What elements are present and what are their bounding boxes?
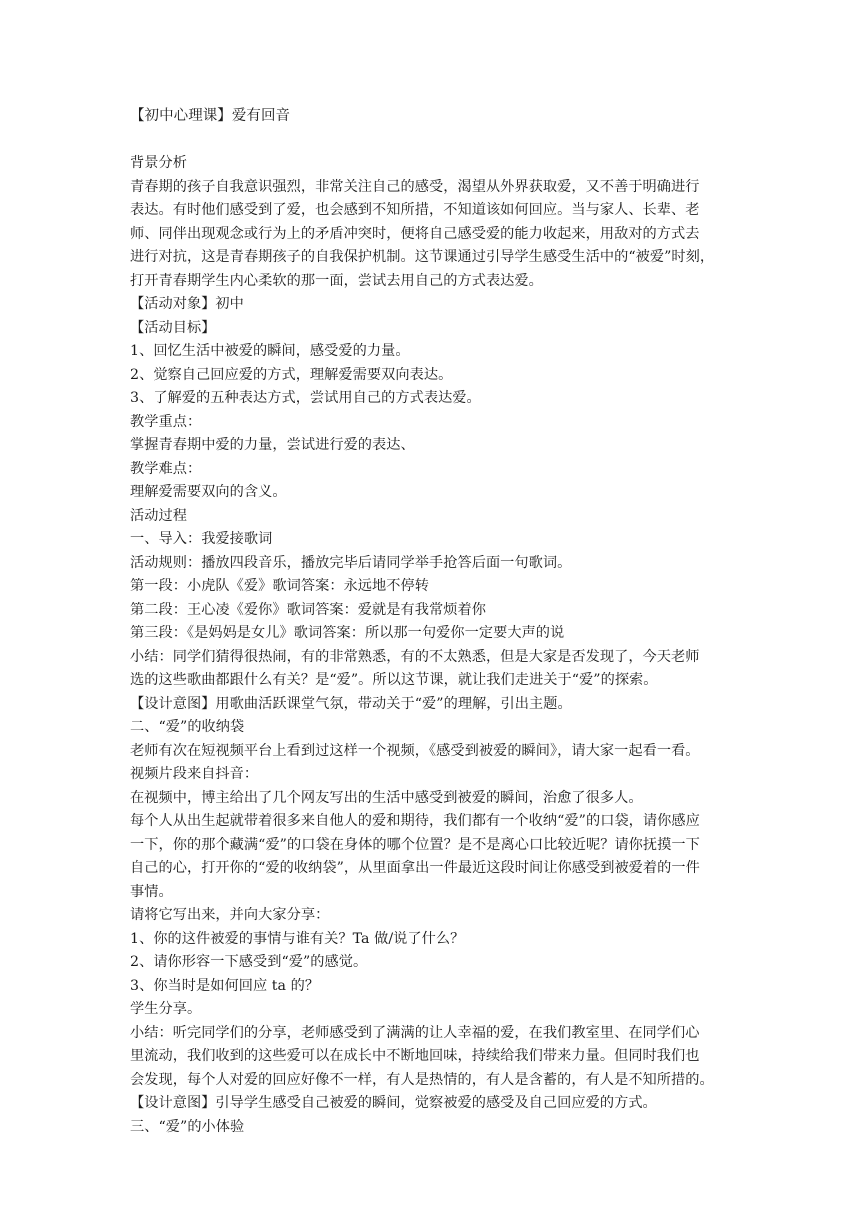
- text-line: 1、你的这件被爱的事情与谁有关？Ta 做/说了什么？: [130, 930, 465, 947]
- text-line: 教学重点：: [130, 413, 202, 430]
- text-line: 3、你当时是如何回应 ta 的？: [130, 977, 320, 994]
- text-line: 会发现，每个人对爱的回应好像不一样，有人是热情的，有人是含蓄的，有人是不知所措的。: [130, 1071, 714, 1088]
- text-line: 【设计意图】用歌曲活跃课堂气氛，带动关于“爱”的理解，引出主题。: [130, 695, 572, 712]
- text-line: 背景分析: [130, 155, 187, 171]
- text-line: 视频片段来自抖音：: [130, 766, 259, 782]
- text-line: 选的这些歌曲都跟什么有关？是“爱”。所以这节课，就让我们走进关于“爱”的探索。: [130, 672, 658, 688]
- text-line: 青春期的孩子自我意识强烈，非常关注自己的感受，渴望从外界获取爱，又不善于明确进行: [130, 178, 700, 195]
- document-title: 【初中心理课】爱有回音: [130, 108, 291, 124]
- text-line: 三、“爱”的小体验: [130, 1118, 245, 1135]
- blank-line: [130, 129, 736, 153]
- document-page: [130, 105, 736, 1139]
- text-line: 3、了解爱的五种表达方式，尝试用自己的方式表达爱。: [130, 390, 481, 406]
- text-line: 【设计意图】引导学生感受自己被爱的瞬间，觉察被爱的感受及自己回应爱的方式。: [130, 1095, 657, 1111]
- text-line: 第二段：王心凌《爱你》歌词答案：爱就是有我常烦着你: [130, 601, 486, 618]
- text-line: 表达。有时他们感受到了爱，也会感到不知所措，不知道该如何回应。当与家人、长辈、老: [130, 202, 700, 218]
- text-line: 【活动对象】初中: [130, 296, 244, 312]
- text-line: 1、回忆生活中被爱的瞬间，感受爱的力量。: [130, 343, 410, 359]
- text-line: 请将它写出来，并向大家分享：: [130, 907, 330, 923]
- text-line: 活动规则：播放四段音乐，播放完毕后请同学举手抢答后面一句歌词。: [130, 554, 572, 571]
- text-line: 打开青春期学生内心柔软的那一面，尝试去用自己的方式表达爱。: [130, 272, 543, 289]
- text-line: 里流动，我们收到的这些爱可以在成长中不断地回味，持续给我们带来力量。但同时我们也: [130, 1048, 700, 1064]
- text-line: 教学难点：: [130, 460, 202, 477]
- text-line: 2、觉察自己回应爱的方式，理解爱需要双向表达。: [130, 366, 453, 383]
- text-line: 【活动目标】: [130, 319, 216, 336]
- text-line: 第一段：小虎队《爱》歌词答案：永远地不停转: [130, 578, 429, 594]
- text-line: 掌握青春期中爱的力量，尝试进行爱的表达、: [130, 437, 415, 453]
- text-line: 老师有次在短视频平台上看到过这样一个视频，《感受到被爱的瞬间》，请大家一起看一看。: [130, 742, 700, 759]
- document-body: [130, 152, 736, 1139]
- text-line: 进行对抗，这是青春期孩子的自我保护机制。这节课通过引导学生感受生活中的“被爱”时刻，: [130, 249, 715, 265]
- text-line: 一、导入：我爱接歌词: [130, 531, 273, 547]
- text-line: 每个人从出生起就带着很多来自他人的爱和期待，我们都有一个收纳“爱”的口袋，请你感应: [130, 813, 700, 829]
- text-line: 师、同伴出现观念或行为上的矛盾冲突时，便将自己感受爱的能力收起来，用敌对的方式去: [130, 225, 700, 242]
- text-line: 小结：听完同学们的分享，老师感受到了满满的让人幸福的爱，在我们教室里、在同学们心: [130, 1024, 700, 1041]
- text-line: 学生分享。: [130, 1001, 202, 1017]
- text-line: 2、请你形容一下感受到“爱”的感觉。: [130, 954, 368, 970]
- text-line: 在视频中，博主给出了几个网友写出的生活中感受到被爱的瞬间，治愈了很多人。: [130, 789, 643, 806]
- text-line: 二、“爱”的收纳袋: [130, 719, 245, 735]
- text-line: 活动过程: [130, 507, 187, 524]
- text-line: 第三段：《是妈妈是女儿》歌词答案：所以那一句爱你一定要大声的说: [130, 625, 565, 641]
- text-line: 理解爱需要双向的含义。: [130, 484, 287, 500]
- text-line: 一下，你的那个藏满“爱”的口袋在身体的哪个位置？是不是离心口比较近呢？请你抚摸一下: [130, 836, 700, 853]
- text-line: 自己的心，打开你的“爱的收纳袋”，从里面拿出一件最近这段时间让你感受到被爱着的一件: [130, 860, 700, 876]
- text-line: 小结：同学们猜得很热闹，有的非常熟悉，有的不太熟悉，但是大家是否发现了，今天老师: [130, 648, 700, 665]
- text-line: 事情。: [130, 883, 173, 900]
